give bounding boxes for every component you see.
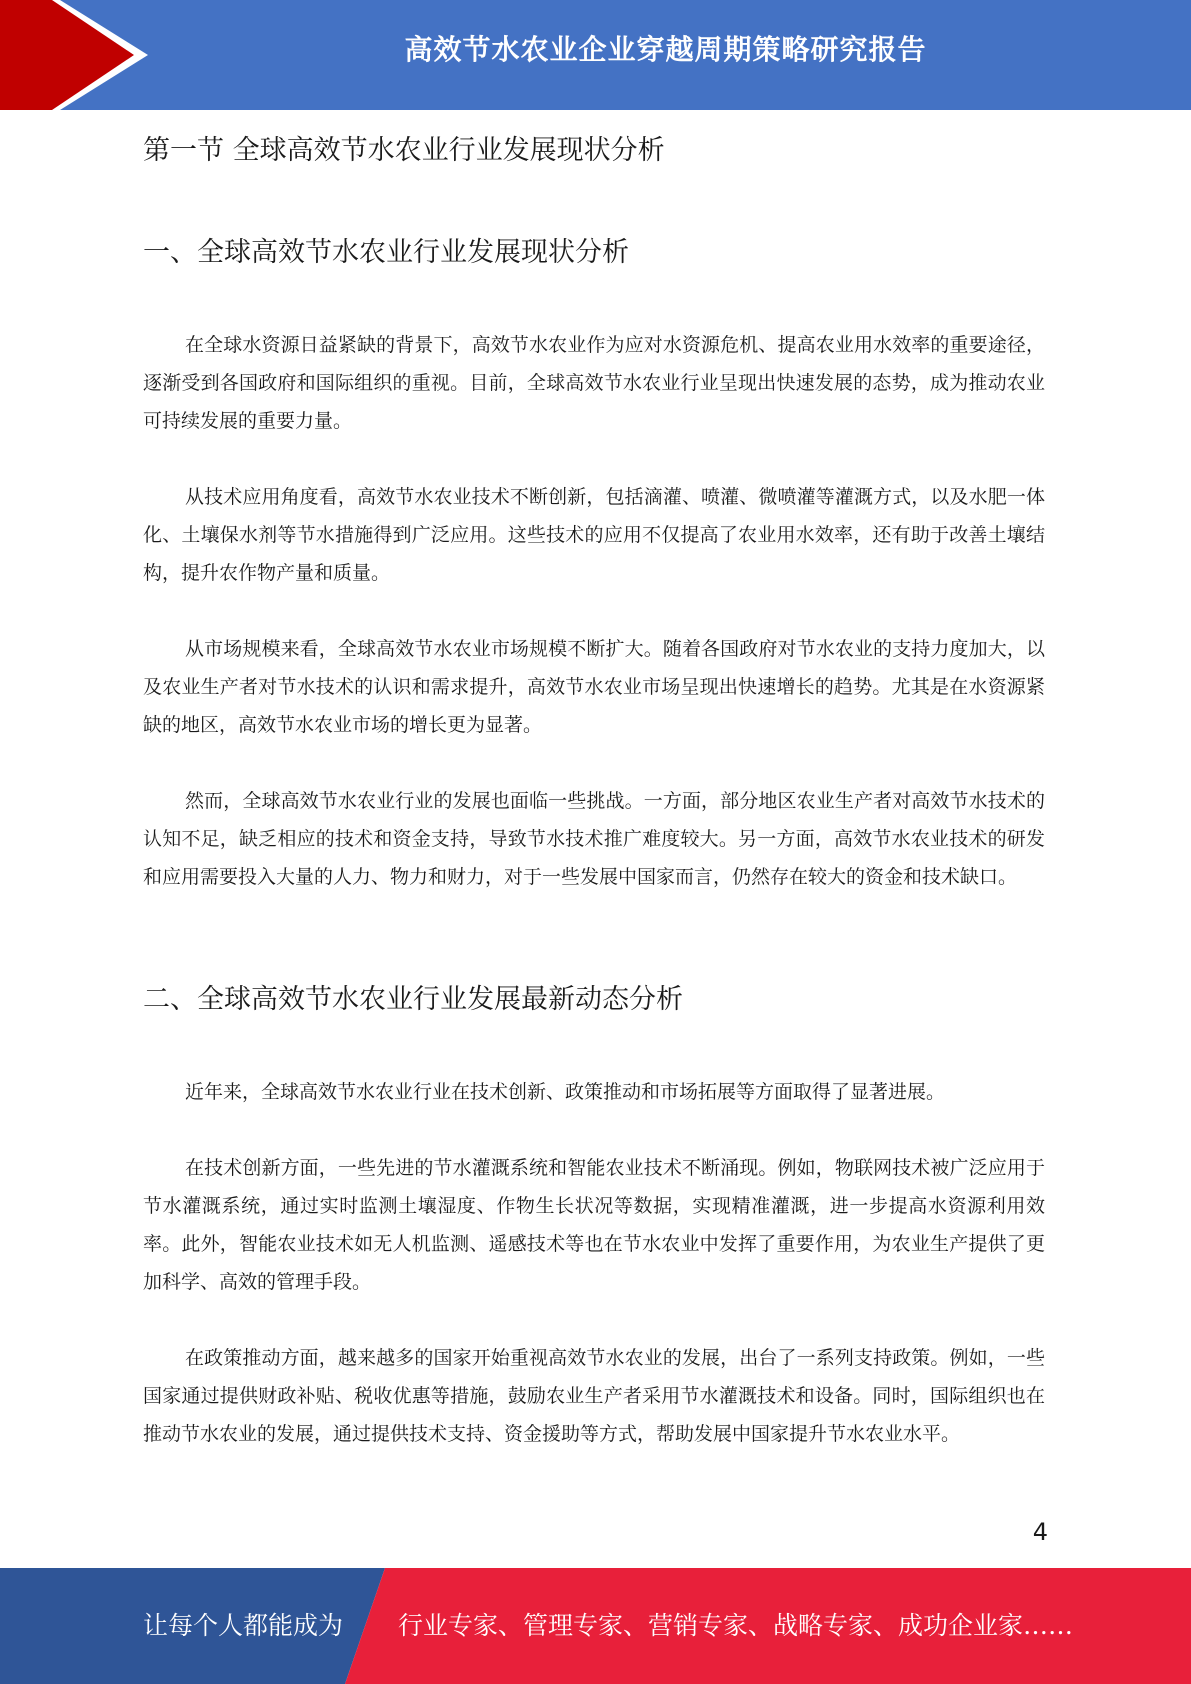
paragraph: 从技术应用角度看，高效节水农业技术不断创新，包括滴灌、喷灌、微喷灌等灌溉方式，以及水肥一体化、土壤保水剂等节水措施得到广泛应用。这些技术的应用不仅提高了农业用水效率，还有助于改善土壤结构，提升农作物产量和质量。 [143,486,1045,584]
footer-slogan-right: 行业专家、管理专家、营销专家、战略专家、成功企业家…… [398,1611,1074,1640]
page-footer [0,1568,1191,1684]
page-header [0,0,1191,110]
subsection-heading-1: 一、全球高效节水农业行业发展现状分析 [143,237,629,268]
paragraph: 从市场规模来看，全球高效节水农业市场规模不断扩大。随着各国政府对节水农业的支持力度加大，以及农业生产者对节水技术的认识和需求提升，高效节水农业市场呈现出快速增长的趋势。尤其是在水资源紧缺的地区，高效节水农业市场的增长更为显著。 [143,638,1045,736]
paragraph: 然而，全球高效节水农业行业的发展也面临一些挑战。一方面，部分地区农业生产者对高效节水技术的认知不足，缺乏相应的技术和资金支持，导致节水技术推广难度较大。另一方面，高效节水农业技术的研发和应用需要投入大量的人力、物力和财力，对于一些发展中国家而言，仍然存在较大的资金和技术缺口。 [143,790,1045,888]
section-title: 第一节 全球高效节水农业行业发展现状分析 [143,135,665,166]
page-number: 4 [1032,1518,1048,1546]
paragraph: 在全球水资源日益紧缺的背景下，高效节水农业作为应对水资源危机、提高农业用水效率的重要途径，逐渐受到各国政府和国际组织的重视。目前，全球高效节水农业行业呈现出快速发展的态势，成为推动农业可持续发展的重要力量。 [143,334,1045,432]
report-title: 高效节水农业企业穿越周期策略研究报告 [404,33,927,66]
paragraph: 近年来，全球高效节水农业行业在技术创新、政策推动和市场拓展等方面取得了显著进展。 [185,1081,946,1103]
paragraph: 在技术创新方面，一些先进的节水灌溉系统和智能农业技术不断涌现。例如，物联网技术被广泛应用于节水灌溉系统，通过实时监测土壤湿度、作物生长状况等数据，实现精准灌溉，进一步提高水资源利用效率。此外，智能农业技术如无人机监测、遥感技术等也在节水农业中发挥了重要作用，为农业生产提供了更加科学、高效的管理手段。 [143,1157,1045,1293]
paragraph: 在政策推动方面，越来越多的国家开始重视高效节水农业的发展，出台了一系列支持政策。例如，一些国家通过提供财政补贴、税收优惠等措施，鼓励农业生产者采用节水灌溉技术和设备。同时，国际组织也在推动节水农业的发展，通过提供技术支持、资金援助等方式，帮助发展中国家提升节水农业水平。 [143,1347,1045,1445]
footer-slogan-left: 让每个人都能成为 [143,1611,344,1640]
subsection-heading-2: 二、全球高效节水农业行业发展最新动态分析 [143,984,683,1015]
